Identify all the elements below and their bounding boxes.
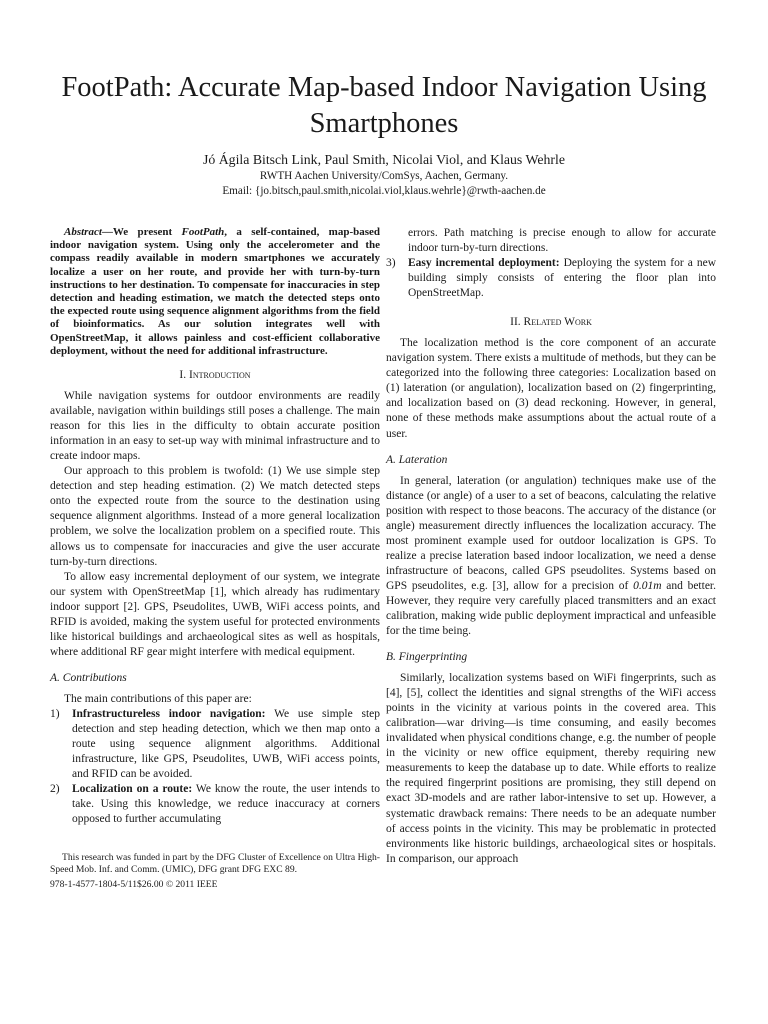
contribution-list-continued (386, 226, 716, 301)
section-number: II. (510, 316, 521, 329)
subsection-heading-contributions: A. Contributions (50, 671, 127, 684)
lateration-text: and better. However, they require very carefully placed transmitters and an exact calibration, making wide public deployment impractical and unfeasible for the time being. (386, 579, 717, 638)
lateration-text: In general, lateration (or angulation) techniques make use of the distance (or angle) of a user to a set of beacons, calculating the relative position with respect to those beacons. The accuracy of the distance (or angle) measurement directly influences the localization accuracy. The most prominent example used for outdoor localization is GPS. To realize a precise lateration based indoor localization, we need a dense infrastructure of beacons, called GPS pseudolites. Systems based on GPS pseudolites, e.g. [3], allow for a precision of (386, 474, 716, 592)
abstract (50, 226, 380, 358)
subsection-heading-lateration: A. Lateration (386, 453, 448, 466)
paper-title: FootPath: Accurate Map-based Indoor Navigation Using Smartphones (61, 72, 707, 139)
intro-paragraph: To allow easy incremental deployment of our system, we integrate our system with OpenStreetMap [1], which already has rudimentary indoor support [2]. GPS, Pseudolites, UWB, WiFi access points, and RFID is avoided, making the system useful for protected environments like historical buildings and archaeological sites as well as hospitals, where additional RF gear might interfere with medical equipment. (50, 570, 380, 658)
item-text: We use simple step detection and step heading detection, which we then map onto a route using sequence alignment algorithms. Additional infrastructure, like GPS, Pseudolites, UWB, WiFi access points, and RFID can be avoided. (72, 707, 380, 781)
item-number: 3) (386, 257, 396, 270)
section-title: Introduction (188, 369, 251, 382)
item-text: errors. Path matching is precise enough to allow for accurate indoor turn-by-turn directions. (408, 227, 716, 255)
item-text: We know the route, the user intends to take. Using this knowledge, we reduce inaccuracy at corners opposed to further accumulating (72, 783, 380, 826)
abstract-dash: —We present (101, 226, 182, 238)
fingerprinting-paragraph: Similarly, localization systems based on WiFi fingerprints, such as [4], [5], collect the identities and signal strengths of the WiFi access points in the vicinity at various points in the covered area. This calibration—war driving—is time consuming, and easily becomes invalidated when physical conditions change, e.g. the number of people in the vicinity or new office equipment, thereby requiring new measurements to keep the database up to date. While efforts to realize the required fingerprint positions are promising, they still depend on exact 3D-models and are rather labor-intensive to set up. However, a systematic drawback remains: There needs to be an adequate number of access points in the vicinity. This may be problematic in protected environments like historic buildings, archaeological sites or hospitals. In comparison, our approach (386, 672, 716, 865)
item-heading: Easy incremental deployment: (408, 257, 560, 270)
author-list: Jó Ágila Bitsch Link, Paul Smith, Nicolai Viol, and Klaus Wehrle (203, 152, 565, 167)
section-heading-introduction (50, 368, 380, 383)
item-number: 1) (50, 707, 60, 720)
item-heading: Localization on a route: (72, 783, 193, 796)
contribution-item (50, 782, 380, 827)
right-column (386, 226, 716, 867)
precision-value: 0.01m (633, 579, 662, 592)
contribution-item (386, 256, 716, 301)
intro-paragraph: Our approach to this problem is twofold: (1) We use simple step detection and step heading estimation. (2) We match detected steps onto the expected route from the source to the destination using sequence alignment algorithms. Instead of a more general localization problem, we solve the localization problem on a specified route. This allows us to compensate for inaccuracies and give the user accurate turn-by-turn directions. (50, 465, 380, 568)
affiliation-block (40, 169, 728, 199)
section-title: Related Work (523, 316, 592, 329)
item-number: 2) (50, 783, 60, 796)
contributions-intro: The main contributions of this paper are: (64, 692, 252, 705)
lateration-paragraph (386, 474, 716, 640)
abstract-text: , a self-contained, map-based indoor navigation system. Using only the accelerometer and the compass readily available in modern smartphones we accurately localize a user on her route, and provide her with turn-by-turn instructions to her destination. To compensate for inaccuracies in step detection and heading estimation, we match the detected steps onto the expected route using sequence alignment algorithms from the field of bioinformatics. As our solution integrates well with OpenStreetMap, it allows painless and cost-efficient collaborative deployment, without the need for additional infrastructure. (50, 226, 380, 357)
subsection-heading-fingerprinting: B. Fingerprinting (386, 651, 468, 664)
related-paragraph: The localization method is the core component of an accurate navigation system. There exists a multitude of methods, but they can be categorized into the following three categories: Localization based on (1) lateration (or angulation), localization based on (2) fingerprinting, and localization based on (3) dead reckoning. However, in general, none of these methods make assumptions about the actual route of a user. (386, 337, 716, 440)
contribution-item-continued (386, 226, 716, 256)
item-heading: Infrastructureless indoor navigation: (72, 707, 266, 720)
author-email: Email: {jo.bitsch,paul.smith,nicolai.viol,klaus.wehrle}@rwth-aachen.de (222, 185, 546, 197)
affiliation: RWTH Aachen University/ComSys, Aachen, Germany. (259, 170, 509, 182)
abstract-label: Abstract (64, 226, 102, 238)
contribution-item (50, 707, 380, 782)
section-heading-related-work (386, 315, 716, 330)
contribution-list (50, 707, 380, 827)
system-name: FootPath (181, 226, 225, 238)
left-column (50, 226, 380, 827)
section-number: I. (179, 369, 187, 382)
intro-paragraph: While navigation systems for outdoor environments are readily available, navigation within buildings still poses a challenge. The main reason for this lies in the difficulty to obtain accurate position information in an easy to set-up way with minimal infrastructure and to create indoor maps. (50, 390, 380, 463)
copyright-notice: 978-1-4577-1804-5/11$26.00 © 2011 IEEE (50, 879, 218, 890)
item-text: Deploying the system for a new building simply consists of entering the floor plan into OpenStreetMap. (408, 257, 716, 300)
funding-footnote: This research was funded in part by the DFG Cluster of Excellence on Ultra High-Speed Mob. Inf. and Comm. (UMIC), DFG grant DFG EXC 89. (50, 852, 380, 875)
